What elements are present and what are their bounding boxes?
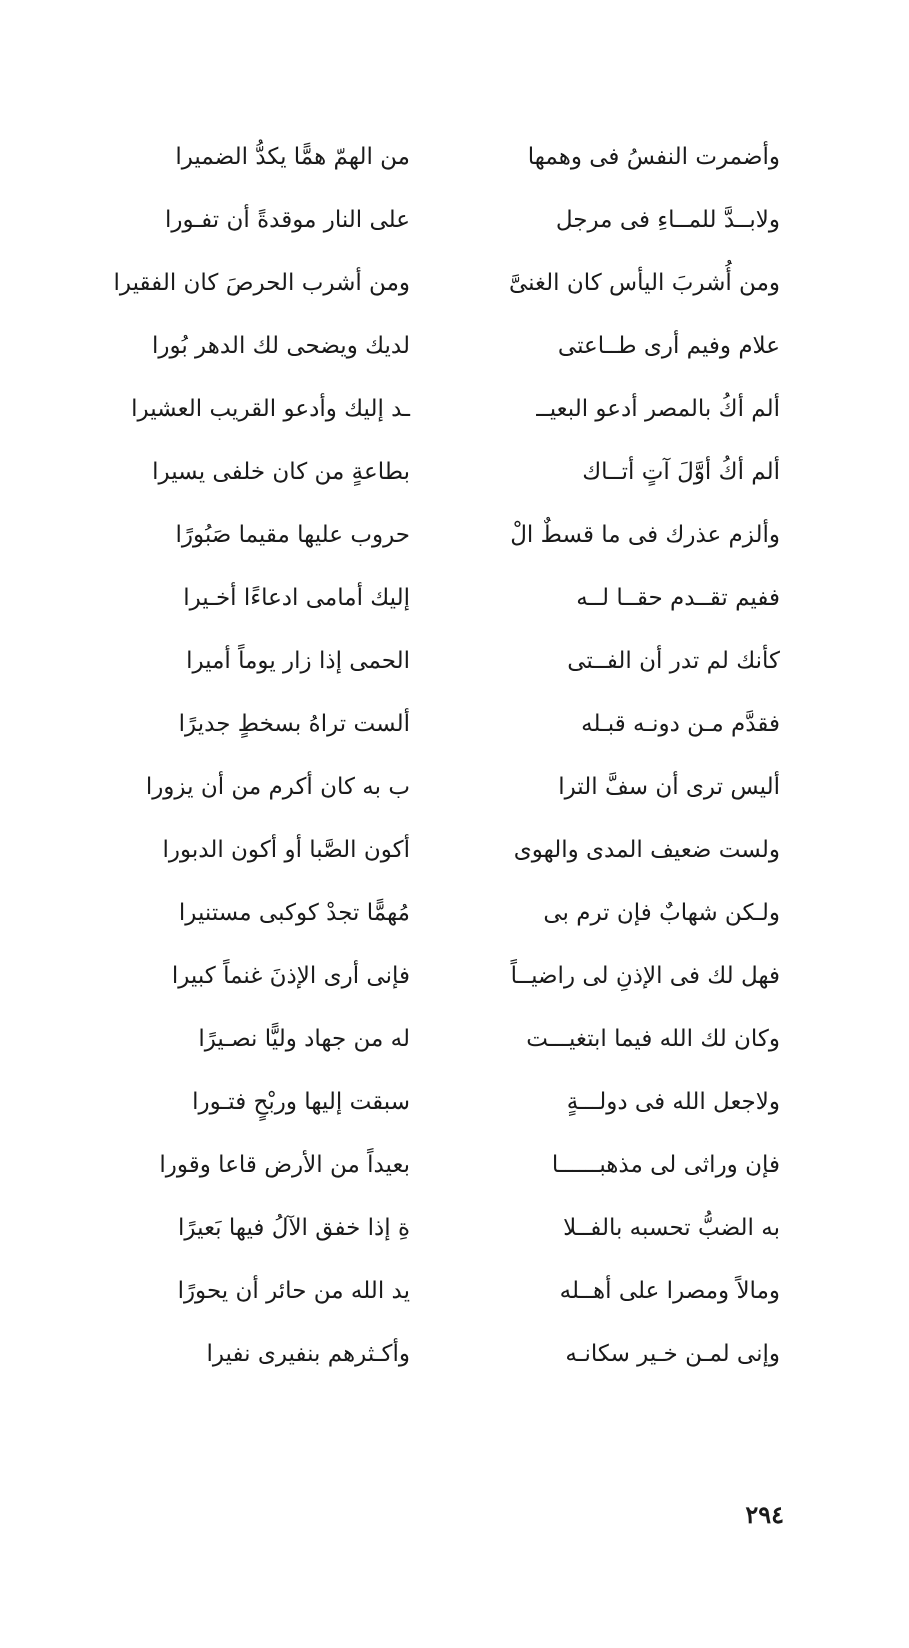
first-hemistich: ألم أكُ أوَّلَ آتٍ أتــاك xyxy=(582,459,780,485)
verse-line xyxy=(80,126,780,189)
first-hemistich: ومالاً ومصرا على أهــله xyxy=(559,1278,780,1304)
second-hemistich: بعيداً من الأرض قاعا وقورا xyxy=(159,1152,410,1178)
verse-line xyxy=(80,630,780,693)
first-hemistich: ومن أُشربَ اليأس كان الغنىَّ xyxy=(508,270,780,296)
first-hemistich: وإنى لمـن خـير سكانـه xyxy=(565,1341,780,1367)
first-hemistich: فقدَّم مـن دونـه قبـله xyxy=(581,711,780,737)
verse-line xyxy=(80,567,780,630)
verse-line xyxy=(80,945,780,1008)
verse-line xyxy=(80,1323,780,1386)
verse-line xyxy=(80,252,780,315)
second-hemistich: بطاعةٍ من كان خلفى يسيرا xyxy=(152,459,410,485)
first-hemistich: فهل لك فى الإذنِ لى راضيــاً xyxy=(510,963,780,989)
first-hemistich: ولاجعل الله فى دولـــةٍ xyxy=(566,1089,780,1115)
verse-line xyxy=(80,315,780,378)
verse-line xyxy=(80,378,780,441)
second-hemistich: فإنى أرى الإذنَ غنماً كبيرا xyxy=(171,963,410,989)
first-hemistich: وأضمرت النفسُ فى وهمها xyxy=(527,144,780,170)
first-hemistich: ألم أكُ بالمصر أدعو البعيــ xyxy=(536,396,780,422)
verse-line xyxy=(80,882,780,945)
second-hemistich: إليك أمامى ادعاءًا أخـيرا xyxy=(183,585,410,611)
verse-line xyxy=(80,189,780,252)
second-hemistich: له من جهاد وليًّا نصـيرًا xyxy=(198,1026,410,1052)
second-hemistich: ومن أشرب الحرصَ كان الفقيرا xyxy=(113,270,410,296)
verse-line xyxy=(80,1260,780,1323)
first-hemistich: وألزم عذرك فى ما قسطٌ الْ xyxy=(510,522,780,548)
first-hemistich: ولـكن شهابٌ فإن ترم بى xyxy=(543,900,780,926)
first-hemistich: فإن وراثى لى مذهبــــــا xyxy=(551,1152,780,1178)
second-hemistich: أكون الصَّبا أو أكون الدبورا xyxy=(162,837,410,863)
verse-line xyxy=(80,693,780,756)
verse-line xyxy=(80,1071,780,1134)
second-hemistich: سبقت إليها وربْحٍ فتـورا xyxy=(192,1089,410,1115)
second-hemistich: الحمى إذا زار يوماً أميرا xyxy=(186,648,410,674)
verse-line xyxy=(80,1134,780,1197)
verse-line xyxy=(80,819,780,882)
verse-line xyxy=(80,756,780,819)
second-hemistich: من الهمّ همًّا يكدُّ الضميرا xyxy=(175,144,410,170)
second-hemistich: ةِ إذا خفق الآلُ فيها بَعيرًا xyxy=(178,1215,410,1241)
first-hemistich: كأنك لم تدر أن الفــتى xyxy=(567,648,780,674)
first-hemistich: وكان لك الله فيما ابتغيـــت xyxy=(526,1026,780,1052)
first-hemistich: ولابــدَّ للمــاءِ فى مرجل xyxy=(555,207,780,233)
second-hemistich: مُهمًّا تجدْ كوكبى مستنيرا xyxy=(178,900,410,926)
first-hemistich: علام وفيم أرى طــاعتى xyxy=(557,333,780,359)
first-hemistich: ولست ضعيف المدى والهوى xyxy=(513,837,780,863)
page-number: ٢٩٤ xyxy=(745,1500,784,1529)
second-hemistich: على النار موقدةً أن تفـورا xyxy=(165,207,410,233)
verse-line xyxy=(80,1197,780,1260)
second-hemistich: ب به كان أكرم من أن يزورا xyxy=(145,774,410,800)
second-hemistich: ـد إليك وأدعو القريب العشيرا xyxy=(131,396,410,422)
verse-line xyxy=(80,504,780,567)
second-hemistich: حروب عليها مقيما صَبُورًا xyxy=(175,522,410,548)
poem-body xyxy=(80,126,780,1386)
first-hemistich: به الضبُّ تحسبه بالفــلا xyxy=(563,1215,780,1241)
second-hemistich: ألست تراهُ بسخطٍ جديرًا xyxy=(178,711,410,737)
second-hemistich: وأكـثرهم بنفيرى نفيرا xyxy=(206,1341,410,1367)
verse-line xyxy=(80,1008,780,1071)
second-hemistich: يد الله من حائر أن يحورًا xyxy=(177,1278,410,1304)
verse-line xyxy=(80,441,780,504)
first-hemistich: أليس ترى أن سفَّ الترا xyxy=(558,774,780,800)
first-hemistich: ففيم تقــدم حقــا لــه xyxy=(576,585,780,611)
second-hemistich: لديك ويضحى لك الدهر بُورا xyxy=(151,333,410,359)
